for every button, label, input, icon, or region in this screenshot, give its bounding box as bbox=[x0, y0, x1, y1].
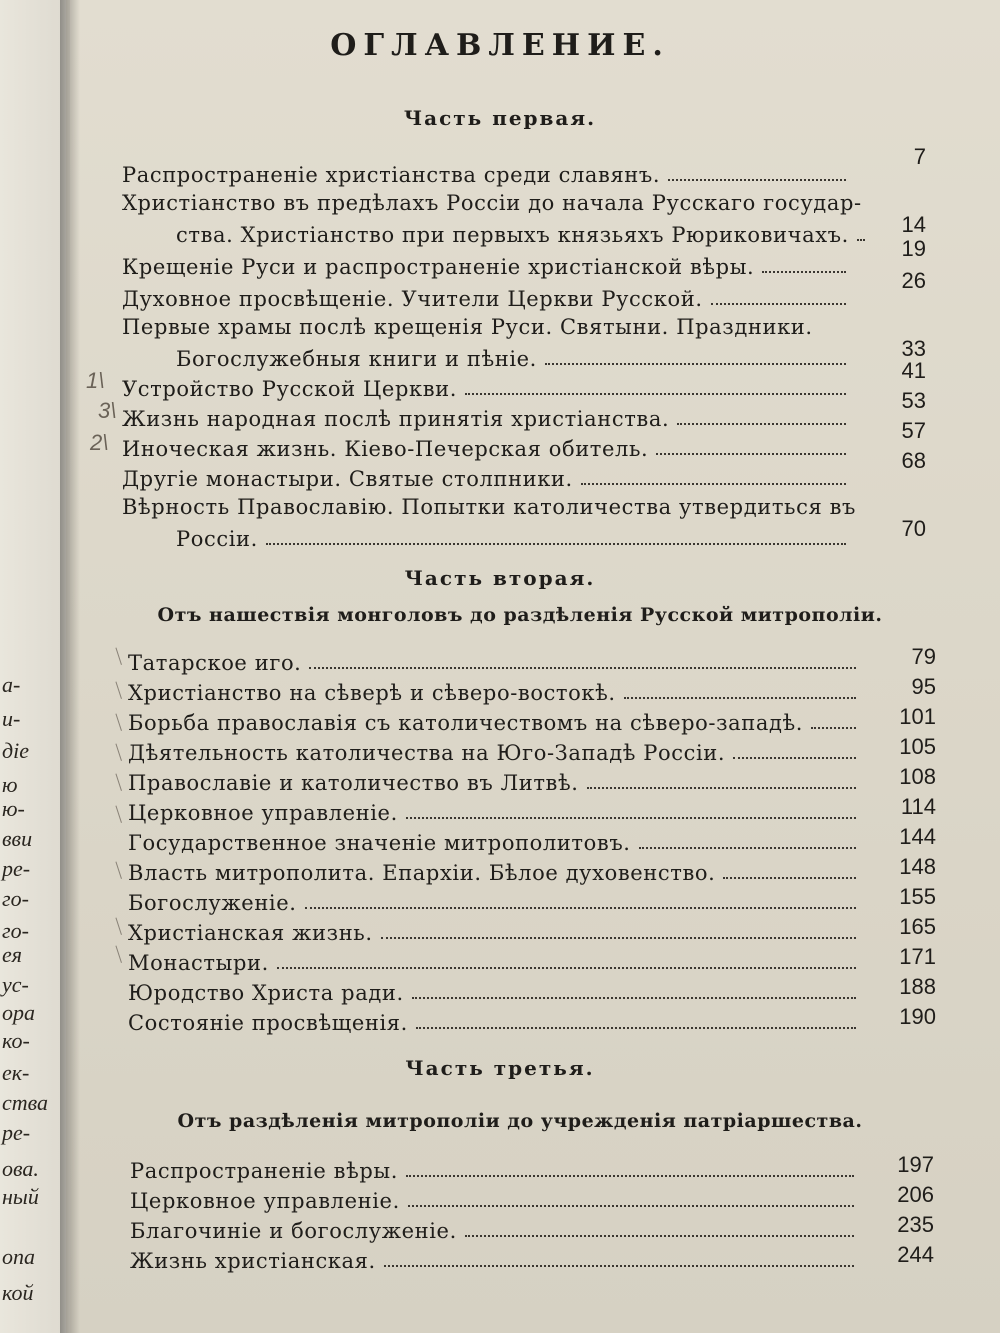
toc-page-number: 7 bbox=[913, 144, 926, 169]
toc-page-number: 95 bbox=[911, 674, 936, 699]
leader-dots bbox=[677, 423, 846, 425]
toc-page-number: 41 bbox=[901, 358, 926, 383]
leader-dots bbox=[266, 543, 846, 545]
toc-entry[interactable] bbox=[176, 218, 852, 248]
leader-dots bbox=[465, 393, 846, 395]
leader-dots bbox=[711, 303, 846, 305]
toc-page-number: 171 bbox=[899, 944, 936, 969]
toc-entry[interactable] bbox=[128, 676, 862, 706]
toc-entry-text: Православiе и католичество въ Литвѣ. bbox=[128, 771, 579, 795]
toc-page-number: 105 bbox=[899, 734, 936, 759]
toc-entry[interactable] bbox=[122, 432, 852, 462]
left-page-text-fragment: кой bbox=[2, 1280, 34, 1305]
toc-entry[interactable] bbox=[130, 1214, 860, 1244]
toc-entry[interactable] bbox=[122, 402, 852, 432]
left-page-text-fragment: опа bbox=[2, 1244, 35, 1269]
toc-page-number: 190 bbox=[899, 1004, 936, 1029]
leader-dots bbox=[465, 1235, 854, 1237]
leader-dots bbox=[408, 1205, 854, 1207]
toc-entry-text: Церковное управленiе. bbox=[130, 1189, 400, 1213]
toc-page-number: 57 bbox=[901, 418, 926, 443]
toc-page-number: 53 bbox=[901, 388, 926, 413]
left-page-text-fragment: ю- bbox=[2, 796, 25, 821]
leader-dots bbox=[412, 997, 856, 999]
toc-entry-text: Устройство Русской Церкви. bbox=[122, 377, 458, 401]
toc-entry[interactable] bbox=[176, 342, 852, 372]
toc-entry-text: Христiанская жизнь. bbox=[128, 921, 373, 945]
left-page-text-fragment: дiе bbox=[2, 738, 30, 763]
leader-dots bbox=[406, 1175, 854, 1177]
toc-entry[interactable] bbox=[128, 976, 862, 1006]
toc-entry[interactable] bbox=[122, 282, 852, 312]
toc-entry-text: Крещенiе Руси и распространенiе христiанской вѣры. bbox=[122, 255, 755, 279]
part-heading: Часть третья. bbox=[405, 1056, 595, 1080]
leader-dots bbox=[309, 667, 856, 669]
part-heading: Часть первая. bbox=[403, 106, 597, 130]
toc-entry-text: Жизнь христiанская. bbox=[130, 1249, 376, 1273]
margin-mark: 2\ bbox=[90, 430, 109, 455]
left-page-text-fragment: а- bbox=[2, 672, 21, 697]
left-page-text-fragment: и- bbox=[2, 706, 21, 731]
leader-dots bbox=[381, 937, 856, 939]
toc-page-number: 144 bbox=[899, 824, 936, 849]
left-page-text-fragment: ора bbox=[2, 1000, 35, 1025]
left-page-edge bbox=[0, 0, 66, 1333]
toc-entry-text: Богослуженiе. bbox=[128, 891, 297, 915]
toc-entry[interactable] bbox=[128, 946, 862, 976]
leader-dots bbox=[587, 787, 856, 789]
toc-entry-text: Борьба православiя съ католичествомъ на сѣверо-западѣ. bbox=[128, 711, 804, 735]
toc-page-number: 148 bbox=[899, 854, 936, 879]
part-subheading: Отъ раздѣленiя митрополiи до учрежденiя патрiаршества. bbox=[177, 1110, 863, 1132]
leader-dots bbox=[416, 1027, 856, 1029]
toc-entry-text: Благочинiе и богослуженiе. bbox=[130, 1219, 457, 1243]
toc-entry[interactable] bbox=[122, 372, 852, 402]
toc-page-number: 244 bbox=[897, 1242, 934, 1267]
toc-page-number: 188 bbox=[899, 974, 936, 999]
left-page-text-fragment: ства bbox=[2, 1090, 49, 1115]
toc-entry-text: Татарское иго. bbox=[128, 651, 302, 675]
leader-dots bbox=[305, 907, 856, 909]
toc-page-number: 70 bbox=[901, 516, 926, 541]
left-page-text-fragment: ек- bbox=[2, 1060, 30, 1085]
toc-page-number: 114 bbox=[900, 794, 936, 819]
gutter-shadow bbox=[60, 0, 80, 1333]
leader-dots bbox=[723, 877, 856, 879]
left-page-text-fragment: го- bbox=[2, 886, 29, 911]
page-title: ОГЛАВЛЕНИЕ. bbox=[330, 28, 670, 63]
margin-mark: 1\ bbox=[86, 368, 105, 393]
toc-entry[interactable] bbox=[130, 1244, 860, 1274]
left-page-text-fragment: ный bbox=[2, 1184, 39, 1209]
toc-page-number: 68 bbox=[901, 448, 926, 473]
toc-entry-text: Монастыри. bbox=[128, 951, 269, 975]
toc-page-number: 26 bbox=[901, 268, 926, 293]
leader-dots bbox=[811, 727, 856, 729]
left-page-text-fragment: ре- bbox=[2, 856, 31, 881]
toc-entry-text: ства. Христiанство при первыхъ князьяхъ Рюриковичахъ. bbox=[176, 223, 849, 247]
toc-entry-text: Распространенiе христiанства среди славянъ. bbox=[122, 163, 661, 187]
toc-entry[interactable] bbox=[128, 886, 862, 916]
toc-entry-text: Другiе монастыри. Святые столпники. bbox=[122, 467, 573, 491]
toc-entry[interactable] bbox=[128, 826, 862, 856]
left-page-text-fragment: ова. bbox=[2, 1156, 39, 1181]
toc-page-number: 235 bbox=[897, 1212, 934, 1237]
leader-dots bbox=[581, 483, 846, 485]
toc-page-number: 101 bbox=[899, 704, 936, 729]
toc-entry-text: Состоянiе просвѣщенiя. bbox=[128, 1011, 408, 1035]
toc-entry[interactable] bbox=[122, 158, 852, 188]
toc-entry-text: Богослужебныя книги и пѣнiе. bbox=[176, 347, 537, 371]
toc-entry-text: Иноческая жизнь. Кiево-Печерская обитель. bbox=[122, 437, 649, 461]
leader-dots bbox=[384, 1265, 854, 1267]
toc-page-number: 79 bbox=[911, 644, 936, 669]
toc-entry[interactable] bbox=[128, 796, 862, 826]
leader-dots bbox=[668, 179, 846, 181]
toc-entry-text: Дѣятельность католичества на Юго-Западѣ Россiи. bbox=[128, 741, 726, 765]
part-heading: Часть вторая. bbox=[404, 566, 596, 590]
toc-entry-text: Государственное значенiе митрополитовъ. bbox=[128, 831, 631, 855]
toc-entry[interactable] bbox=[128, 916, 862, 946]
toc-page-number: 33 bbox=[901, 336, 926, 361]
toc-entry-text: Жизнь народная послѣ принятiя христiанства. bbox=[122, 407, 670, 431]
toc-entry-text: Вѣрность Православiю. Попытки католичества утвердиться въ bbox=[122, 495, 856, 519]
leader-dots bbox=[762, 271, 846, 273]
left-page-text-fragment: ре- bbox=[2, 1120, 31, 1145]
toc-entry-text: Христiанство на сѣверѣ и сѣверо-востокѣ. bbox=[128, 681, 616, 705]
leader-dots bbox=[277, 967, 856, 969]
toc-entry[interactable] bbox=[130, 1154, 860, 1184]
toc-entry[interactable] bbox=[122, 462, 852, 492]
toc-entry[interactable] bbox=[128, 766, 862, 796]
toc-entry-text: Духовное просвѣщенiе. Учители Церкви Русской. bbox=[122, 287, 703, 311]
left-page-text-fragment: ус- bbox=[2, 972, 29, 997]
toc-entry-text: Христiанство въ предѣлахъ Россiи до начала Русскаго государ- bbox=[122, 191, 862, 215]
toc-entry[interactable] bbox=[128, 1006, 862, 1036]
toc-page-number: 19 bbox=[901, 236, 926, 261]
leader-dots bbox=[406, 817, 856, 819]
left-page-text-fragment: ко- bbox=[2, 1028, 30, 1053]
toc-entry[interactable] bbox=[128, 646, 862, 676]
toc-page-number: 165 bbox=[899, 914, 936, 939]
part-subheading: Отъ нашествiя монголовъ до раздѣленiя Русской митрополiи. bbox=[157, 604, 883, 626]
leader-dots bbox=[656, 453, 846, 455]
toc-entry-text: Церковное управленiе. bbox=[128, 801, 398, 825]
toc-entry-text: Первые храмы послѣ крещенiя Руси. Святыни. Праздники. bbox=[122, 315, 813, 339]
left-page-text-fragment: ю bbox=[2, 772, 18, 797]
leader-dots bbox=[733, 757, 856, 759]
toc-entry[interactable] bbox=[128, 736, 862, 766]
leader-dots bbox=[639, 847, 856, 849]
toc-entry[interactable] bbox=[122, 250, 852, 280]
leader-dots bbox=[545, 363, 846, 365]
toc-entry-text: Россiи. bbox=[176, 527, 258, 551]
toc-page-number: 108 bbox=[899, 764, 936, 789]
toc-page-number: 14 bbox=[901, 212, 926, 237]
toc-entry[interactable] bbox=[128, 706, 862, 736]
toc-page-number: 197 bbox=[897, 1152, 934, 1177]
left-page-text-fragment: го- bbox=[2, 918, 29, 943]
toc-entry[interactable] bbox=[128, 856, 862, 886]
left-page-text-fragment: вви bbox=[2, 826, 33, 851]
toc-entry-text: Юродство Христа ради. bbox=[128, 981, 404, 1005]
toc-page-number: 206 bbox=[897, 1182, 934, 1207]
toc-entry-text: Распространенiе вѣры. bbox=[130, 1159, 398, 1183]
margin-mark: 3\ bbox=[98, 398, 117, 423]
toc-page-number: 155 bbox=[899, 884, 936, 909]
leader-dots bbox=[624, 697, 856, 699]
toc-entry[interactable] bbox=[130, 1184, 860, 1214]
left-page-text-fragment: ея bbox=[2, 942, 22, 967]
toc-entry-text: Власть митрополита. Епархiи. Бѣлое духовенство. bbox=[128, 861, 716, 885]
toc-entry[interactable] bbox=[176, 522, 852, 552]
